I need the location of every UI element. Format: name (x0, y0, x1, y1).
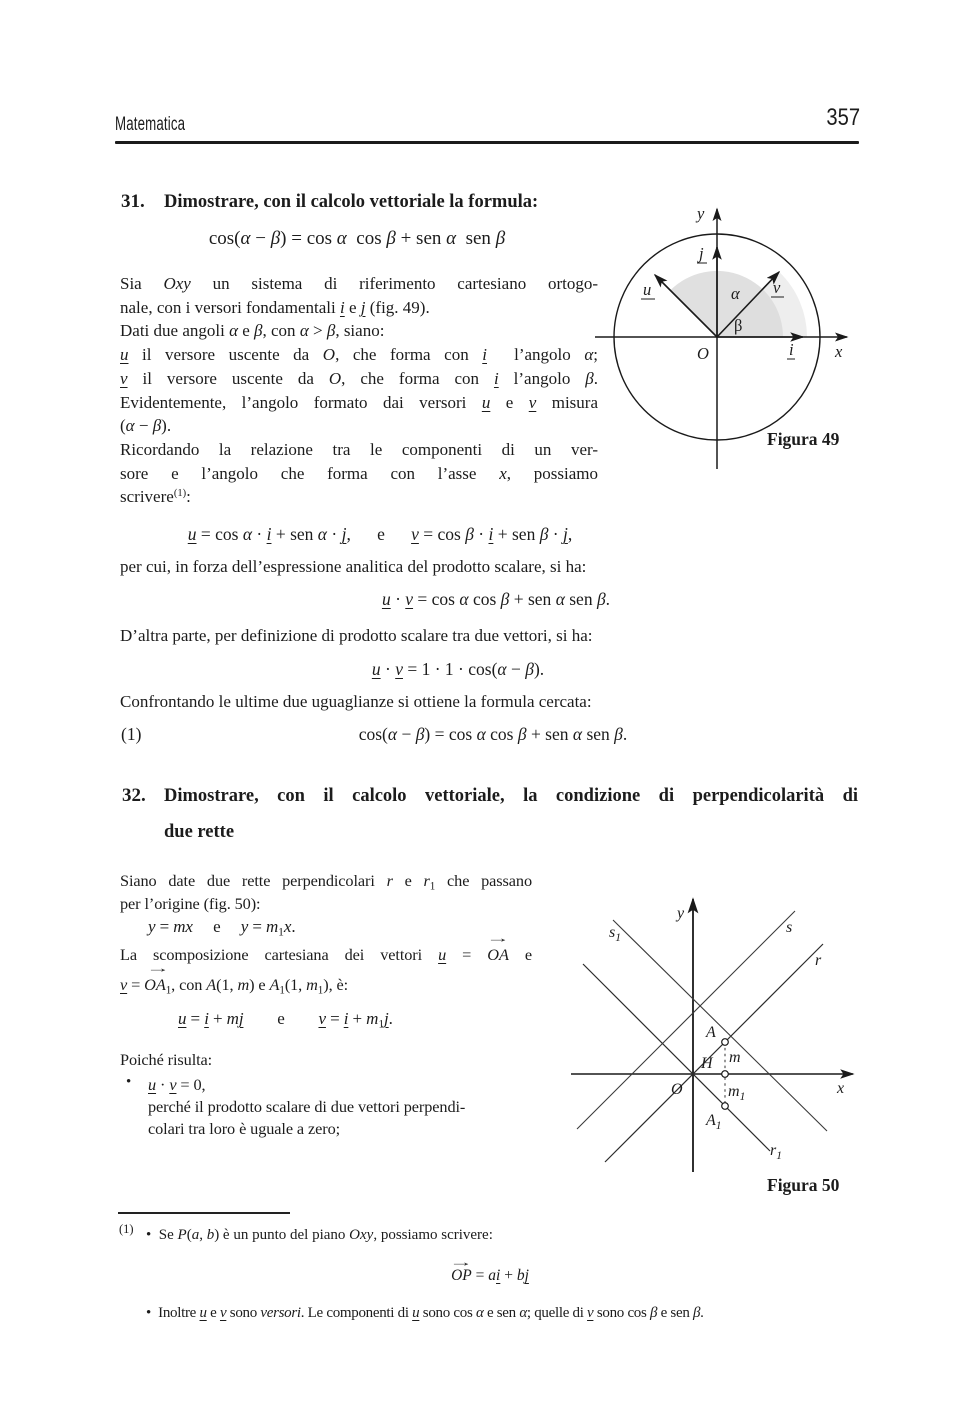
problem-32-number: 32. (122, 785, 146, 806)
text-line: u il versore uscente da O, che forma con i l’angolo α; (120, 345, 598, 365)
text-line: v il versore uscente da O, che forma con i l’angolo β. (120, 368, 598, 388)
fig50-r-label: r (815, 952, 822, 969)
problem-32-body (120, 869, 532, 1071)
fig50-m-label: m (729, 1049, 741, 1066)
fig50-H-label: H (701, 1055, 713, 1072)
fig50-line-r (605, 944, 823, 1162)
equation-lines: y = mx e $y = m_1x$. (148, 917, 296, 939)
problem-31-main-formula: cos(α − β) = cos α cos β + sen α sen β (208, 228, 506, 249)
equation-scalar-product: u · v = cos α cos β + sen α sen β. (381, 589, 611, 609)
fig50-m1-label: $m_1$ (728, 1083, 746, 1103)
text-line: (α − β). (120, 416, 172, 436)
figure-50 (565, 885, 890, 1185)
footnote-mark: (1) (119, 1222, 134, 1236)
figure-49-caption: Figura 49 (767, 429, 840, 449)
fig49-y-axis-label: y (697, 204, 705, 223)
running-head-text: Matematica (115, 114, 186, 135)
header-rule (115, 141, 859, 144)
equation-final: cos(α − β) = cos α cos β + sen α sen β. (358, 724, 628, 744)
text-line: per cui, in forza dell’espressione analitica del prodotto scalare, si ha: (120, 557, 587, 576)
equation-cos-difference: u · v = 1 · 1 · cos(α − β). (371, 659, 545, 679)
running-head (115, 114, 215, 136)
fig50-y-axis-label: y (677, 905, 685, 922)
fig50-line-s (577, 911, 795, 1129)
text-line: Siano date due rette perpendicolari r e $r_1$ che passano (120, 871, 532, 893)
text-line: La scomposizione cartesiana dei vettori u = → OA e (120, 931, 532, 964)
fig50-s-label: s (786, 919, 793, 936)
text-line: D’altra parte, per definizione di prodotto scalare tra due vettori, si ha: (120, 626, 593, 645)
text-line: sore e l’angolo che forma con l’asse x, possiamo (120, 463, 598, 483)
fig50-point-H (722, 1071, 729, 1078)
fig50-A-label: A (706, 1024, 716, 1041)
text-line: Confrontando le ultime due uguaglianze si ottiene la formula cercata: (120, 692, 592, 711)
fig50-s1-label: $s_1$ (609, 924, 621, 944)
problem-32-title-line1: Dimostrare, con il calcolo vettoriale, la condizione di perpendicolarità di (164, 786, 858, 806)
fig50-point-A1 (722, 1103, 729, 1110)
fig49-beta-label: β (734, 316, 743, 335)
fig50-line-r1 (583, 964, 770, 1151)
text-line: per l’origine (fig. 50): (120, 894, 261, 913)
fig49-origin-label: O (697, 344, 709, 363)
bullet-marker: • (126, 1074, 132, 1090)
fig49-alpha-label: α (731, 284, 740, 303)
fig50-point-A (722, 1039, 729, 1046)
problem-32-title-line2: due rette (164, 822, 235, 842)
footnote-formula: → OP = ai + bj (449, 1255, 529, 1284)
page-number-text: 357 (826, 104, 860, 131)
fig50-origin-label: O (671, 1081, 683, 1098)
problem-31-body (120, 272, 598, 509)
fig50-A1-label: $A_1$ (706, 1112, 722, 1132)
problem-31-title: Dimostrare, con il calcolo vettoriale la formula: (164, 192, 539, 212)
footnote-line: • Se P(a, b) è un punto del piano Oxy, possiamo scrivere: (146, 1227, 493, 1243)
footnote-rule (118, 1212, 290, 1214)
figure-50-caption: Figura 50 (767, 1175, 840, 1195)
text-line: Sia Oxy un sistema di riferimento cartesiano ortogo- (120, 274, 598, 293)
figure-49 (585, 185, 885, 477)
text-line: nale, con i versori fondamentali i e j (fig. 49). (120, 297, 430, 317)
text-line: Ricordando la relazione tra le componenti di un ver- (120, 439, 598, 459)
problem-31-number: 31. (121, 191, 145, 212)
problem-32-bullet-item (148, 1074, 465, 1139)
equation-vector-decomposition: u = i + mj e $v = i + m_1j$. (178, 1009, 393, 1031)
fig50-r1-label: $r_1$ (770, 1142, 782, 1162)
fig49-v-label: v (773, 278, 781, 297)
footnote-line: • Inoltre u e v sono versori. Le componenti di u sono cos α e sen α; quelle di v sono cos β e sen β. (146, 1305, 704, 1321)
text-line: Poiché risulta: (120, 1050, 213, 1069)
fig49-u-label: u (643, 280, 652, 299)
text-line: Dati due angoli α e β, con α > β, siano: (120, 321, 385, 341)
text-line: Evidentemente, l’angolo formato dai versori u e v misura (120, 392, 598, 412)
text-line: u · v = 0, (148, 1075, 206, 1094)
text-line: scrivere$^{(1)}$: (120, 487, 191, 507)
text-line: v = → $OA_1$, con A(1, m) e $A_1(1$, $m_1$), è: (120, 961, 349, 997)
text-line: colari tra loro è uguale a zero; (148, 1118, 341, 1138)
text-line: perché il prodotto scalare di due vettori perpendi- (148, 1096, 466, 1116)
equation-final-label: (1) (121, 724, 142, 744)
page-number (820, 104, 860, 132)
equation-versor-components: u = cos α · i + sen α · j, e v = cos β · i + sen β · j, (187, 524, 573, 544)
fig50-x-axis-label: x (837, 1080, 845, 1097)
fig49-i-label: i (789, 340, 794, 359)
fig49-j-label: j (699, 244, 704, 263)
fig49-x-axis-label: x (835, 342, 843, 361)
